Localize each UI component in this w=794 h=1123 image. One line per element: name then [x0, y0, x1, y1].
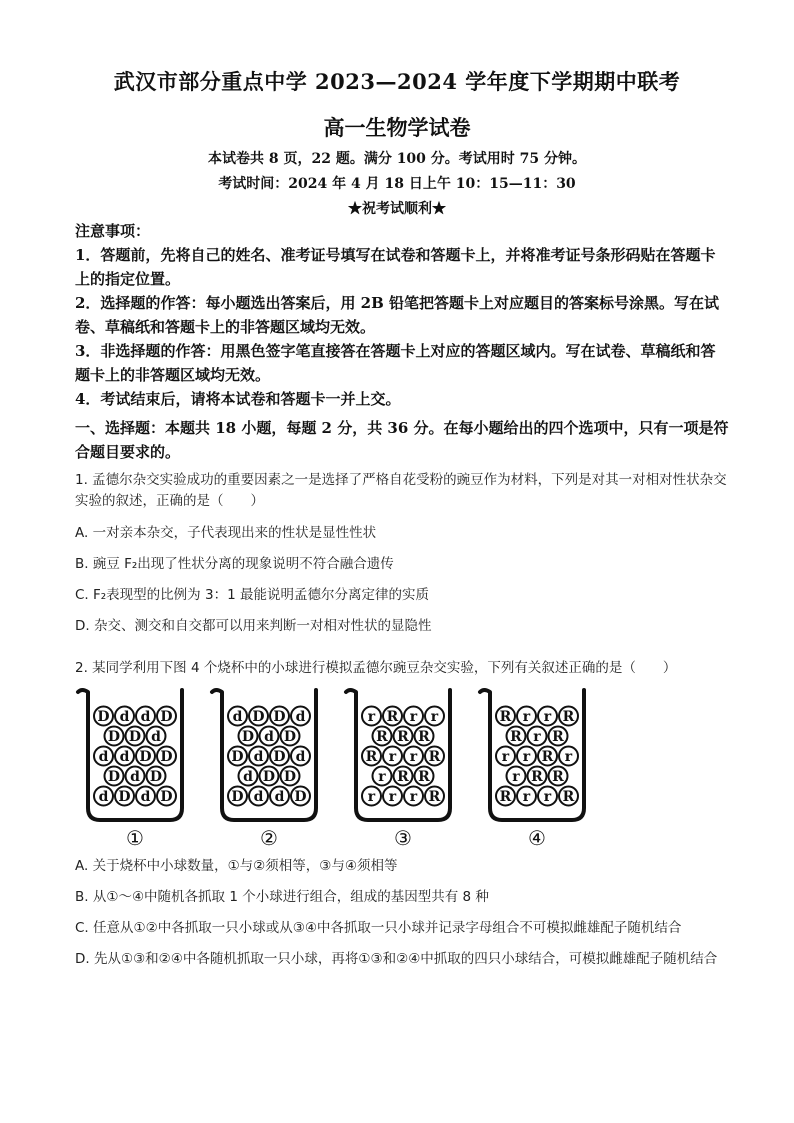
ball-letter: d: [98, 749, 109, 765]
ball-letter: D: [241, 729, 255, 745]
note-item-4: 4．考试结束后，请将本试卷和答题卡一并上交。: [75, 390, 401, 408]
ball-letter: r: [367, 789, 376, 805]
q1-option-a: A. 一对亲本杂交，子代表现出来的性状是显性性状: [75, 525, 377, 541]
exam-subtitle: 高一生物学试卷: [323, 115, 471, 140]
section-heading: 一、选择题：本题共 18 小题，每题 2 分，共 36 分。在每小题给出的四个选项中，只有一项是符合题目要求的。: [75, 419, 729, 461]
ball-letter: D: [273, 749, 286, 765]
note-item-3: 3．非选择题的作答：用黑色签字笔直接答在答题卡上对应的答题区域内。写在试卷、草稿纸和答题卡上的非答题区域均无效。: [75, 342, 716, 384]
q1-option-d: D. 杂交、测交和自交都可以用来判断一对相对性状的显隐性: [75, 618, 432, 634]
ball-letter: D: [128, 729, 142, 745]
ball-letter: r: [543, 789, 552, 805]
ball-letter: r: [564, 749, 573, 765]
beaker-2: [212, 690, 316, 850]
ball-letter: D: [160, 709, 173, 725]
ball-letter: d: [151, 729, 161, 745]
notes-block: [75, 219, 725, 411]
exam-blessing: ★祝考试顺利★: [348, 201, 446, 217]
ball-letter: d: [232, 709, 243, 725]
ball-letter: d: [130, 769, 140, 785]
ball-letter: r: [388, 749, 397, 765]
ball-letter: d: [119, 709, 130, 725]
q1-option-c: C. F₂表现型的比例为 3：1 最能说明孟德尔分离定律的实质: [75, 587, 429, 603]
q2-option-c: C. 任意从①②中各抓取一只小球或从③④中各抓取一只小球并记录字母组合不可模拟雌雄配子随机结合: [75, 920, 682, 936]
ball-letter: D: [149, 769, 163, 785]
ball-letter: D: [273, 709, 286, 725]
ball-letter: r: [430, 709, 439, 725]
ball-letter: R: [428, 789, 441, 805]
ball-letter: r: [367, 709, 376, 725]
question-2-options: [75, 856, 730, 970]
question-1: [75, 470, 730, 637]
beaker-4: [480, 690, 584, 850]
ball-letter: r: [533, 729, 541, 745]
ball-letter: r: [522, 789, 531, 805]
beaker-1: [78, 690, 182, 850]
q1-stem: 1. 孟德尔杂交实验成功的重要因素之一是选择了严格自花受粉的豌豆作为材料，下列是对其一对相对性状杂交实验的叙述，正确的是（ ）: [75, 472, 727, 509]
ball-letter: D: [118, 789, 131, 805]
ball-letter: r: [522, 749, 531, 765]
ball-letter: D: [231, 749, 244, 765]
ball-letter: R: [562, 789, 575, 805]
ball-letter: d: [119, 749, 130, 765]
note-item-2: 2．选择题的作答：每小题选出答案后，用 2B 铅笔把答题卡上对应题目的答案标号涂黑。写在试卷、草稿纸和答题卡上的非答题区域均无效。: [75, 294, 720, 336]
q1-option-b: B. 豌豆 F₂出现了性状分离的现象说明不符合融合遗传: [75, 556, 394, 572]
q2-stem: 2. 某同学利用下图 4 个烧杯中的小球进行模拟孟德尔豌豆杂交实验，下列有关叙述正确的是（ ）: [75, 660, 677, 676]
ball-letter: r: [409, 709, 418, 725]
ball-letter: d: [140, 709, 151, 725]
ball-letter: r: [378, 769, 386, 785]
beaker-label: ①: [126, 826, 144, 850]
ball-letter: D: [283, 729, 297, 745]
ball-letter: R: [397, 769, 409, 785]
ball-letter: R: [418, 769, 430, 785]
ball-letter: d: [295, 709, 306, 725]
ball-letter: R: [365, 749, 378, 765]
beakers-figure: [70, 686, 590, 852]
ball-letter: D: [97, 709, 110, 725]
ball-letter: D: [294, 789, 307, 805]
ball-letter: r: [388, 789, 397, 805]
ball-letter: R: [531, 769, 543, 785]
ball-letter: R: [499, 709, 512, 725]
ball-letter: R: [510, 729, 522, 745]
notes-heading: 注意事项：: [75, 222, 151, 240]
ball-letter: D: [160, 789, 173, 805]
exam-info-pages: 本试卷共 8 页，22 题。满分 100 分。考试用时 75 分钟。: [207, 151, 587, 167]
ball-letter: R: [428, 749, 441, 765]
ball-letter: r: [409, 749, 418, 765]
exam-info-time: 考试时间：2024 年 4 月 18 日上午 10：15—11：30: [218, 176, 576, 192]
ball-letter: r: [543, 709, 552, 725]
ball-letter: D: [107, 769, 121, 785]
ball-letter: D: [283, 769, 297, 785]
beaker-3: [346, 690, 450, 850]
beaker-label: ②: [260, 826, 278, 850]
ball-letter: R: [541, 749, 554, 765]
ball-letter: d: [140, 789, 151, 805]
q2-option-b: B. 从①～④中随机各抓取 1 个小球进行组合，组成的基因型共有 8 种: [75, 889, 489, 905]
q2-option-a: A. 关于烧杯中小球数量，①与②须相等，③与④须相等: [75, 858, 398, 874]
ball-letter: D: [107, 729, 121, 745]
ball-letter: R: [562, 709, 575, 725]
ball-letter: R: [499, 789, 512, 805]
ball-letter: d: [274, 789, 285, 805]
ball-letter: R: [552, 729, 564, 745]
beaker-label: ③: [394, 826, 412, 850]
ball-letter: R: [376, 729, 388, 745]
ball-letter: D: [262, 769, 276, 785]
ball-letter: r: [512, 769, 520, 785]
note-item-1: 1．答题前，先将自己的姓名、准考证号填写在试卷和答题卡上，并将准考证号条形码贴在答题卡上的指定位置。: [75, 246, 716, 288]
ball-letter: R: [397, 729, 409, 745]
ball-letter: D: [231, 789, 244, 805]
ball-letter: r: [501, 749, 510, 765]
ball-letter: r: [522, 709, 531, 725]
q2-option-d: D. 先从①③和②④中各随机抓取一只小球，再将①③和②④中抓取的四只小球结合，可模拟雌雄配子随机结合: [75, 951, 718, 967]
ball-letter: D: [139, 749, 152, 765]
ball-letter: d: [98, 789, 109, 805]
ball-letter: d: [253, 789, 264, 805]
beaker-label: ④: [528, 826, 546, 850]
exam-title: 武汉市部分重点中学 2023—2024 学年度下学期期中联考: [113, 69, 681, 94]
ball-letter: d: [253, 749, 264, 765]
ball-letter: R: [552, 769, 564, 785]
ball-letter: D: [252, 709, 265, 725]
ball-letter: d: [295, 749, 306, 765]
ball-letter: R: [386, 709, 399, 725]
beakers-group: [78, 690, 584, 850]
ball-letter: d: [264, 729, 274, 745]
ball-letter: r: [409, 789, 418, 805]
ball-letter: R: [418, 729, 430, 745]
ball-letter: d: [243, 769, 253, 785]
ball-letter: D: [160, 749, 173, 765]
